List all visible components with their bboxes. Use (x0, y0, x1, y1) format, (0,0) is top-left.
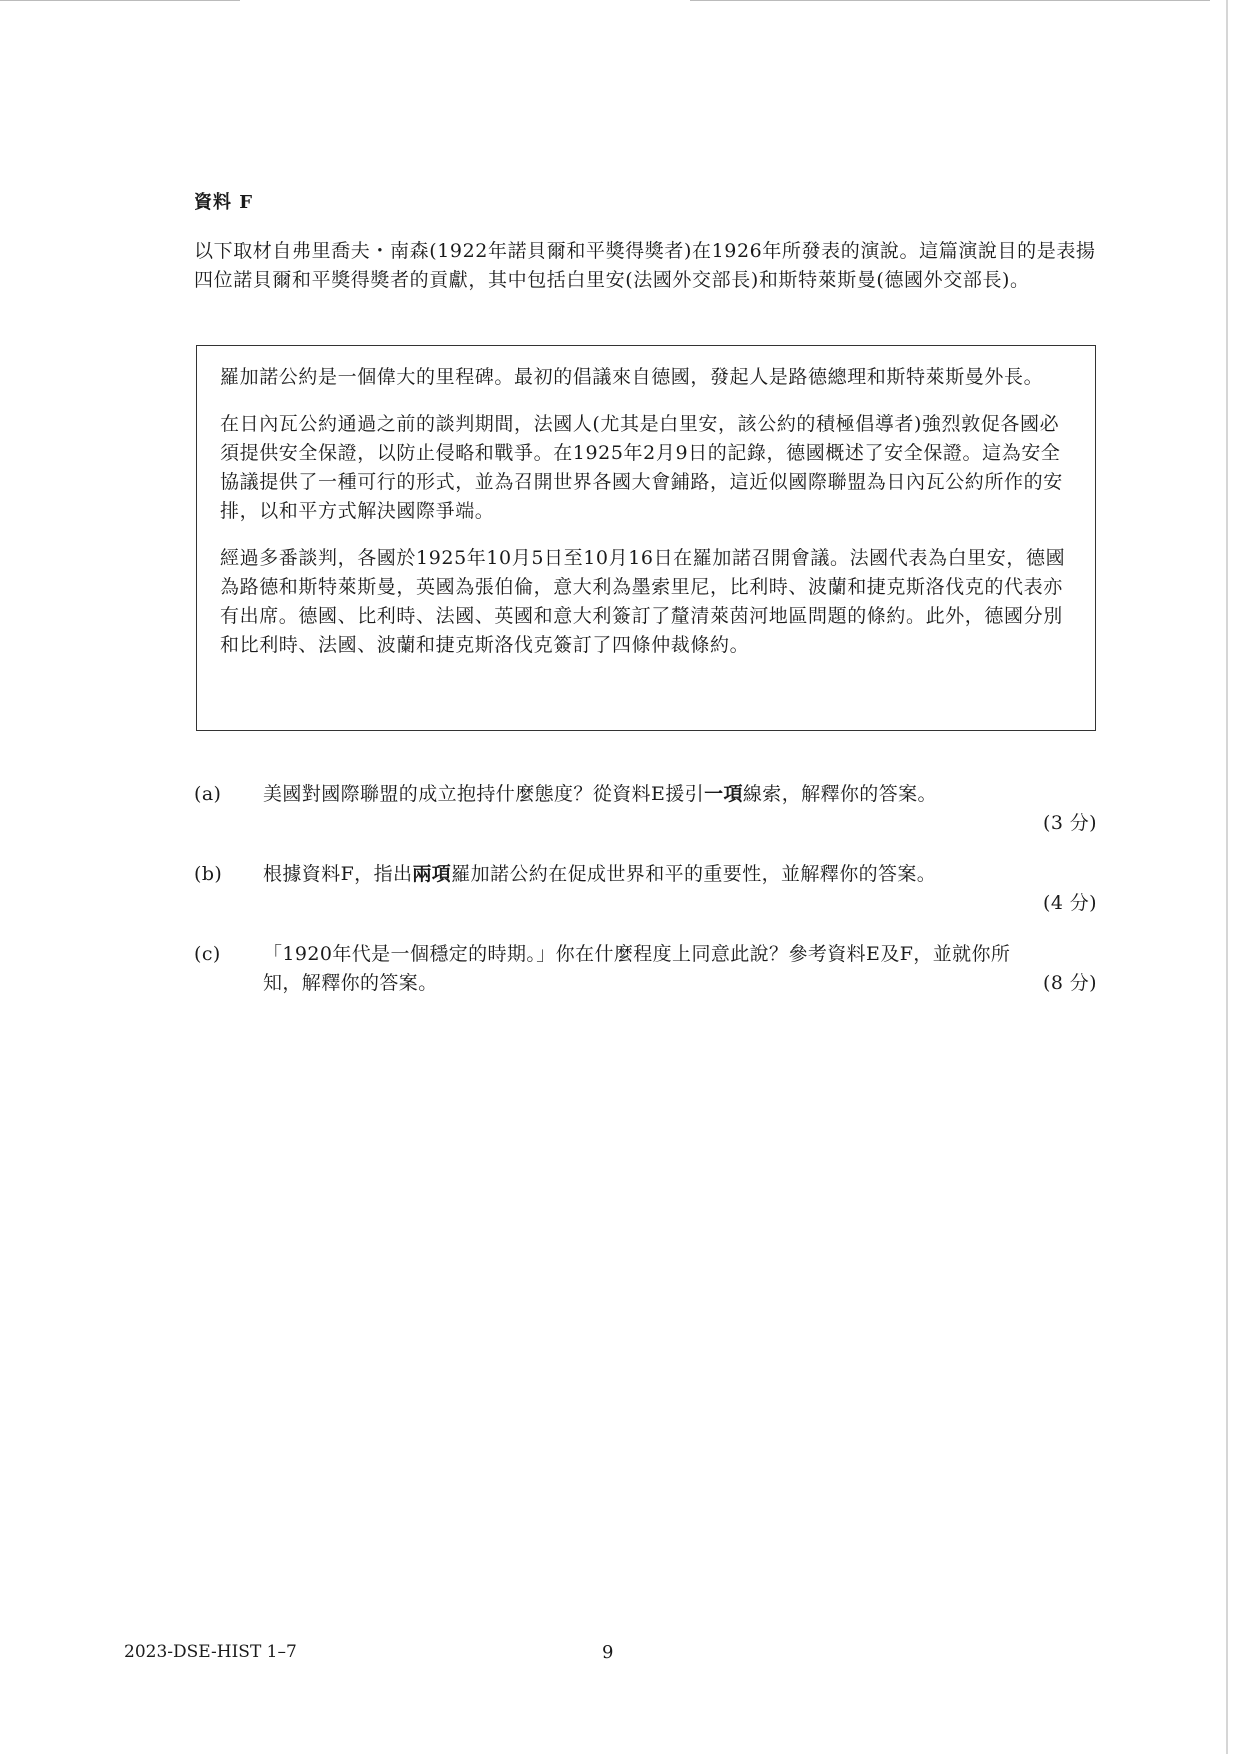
question-emphasis: 一項 (704, 783, 743, 805)
question-label: (b) (194, 863, 223, 885)
question-text: 根據資料F，指出兩項羅加諾公約在促成世界和平的重要性，並解釋你的答案。 (263, 863, 937, 885)
scan-edge-right (1226, 0, 1228, 1754)
page-number: 9 (602, 1642, 614, 1663)
question-emphasis: 兩項 (412, 863, 452, 885)
paper-code: 2023-DSE-HIST 1–7 (124, 1642, 297, 1662)
scan-edge-top-right (690, 0, 1210, 1)
question-marks: (8 分) (1043, 972, 1097, 994)
question-marks: (3 分) (1043, 812, 1097, 834)
question-label: (c) (194, 943, 221, 965)
source-paragraph: 在日內瓦公約通過之前的談判期間，法國人(尤其是白里安，該公約的積極倡導者)強烈敦促各國必須提供安全保證，以防止侵略和戰爭。在1925年2月9日的記錄，德國概述了安全保證。這為安全協議提供了一種可行的形式，並為召開世界各國大會鋪路，這近似國際聯盟為日內瓦公約所作的安排，以和平方式解決國際爭端。 (220, 413, 1063, 522)
source-excerpt-box (196, 345, 1096, 731)
source-heading: 資料 F (194, 192, 254, 213)
source-intro: 以下取材自弗里喬夫・南森(1922年諾貝爾和平獎得獎者)在1926年所發表的演說。這篇演說目的是表揚四位諾貝爾和平獎得獎者的貢獻，其中包括白里安(法國外交部長)和斯特萊斯曼(德國外交部長)。 (194, 240, 1096, 291)
question-text: 「1920年代是一個穩定的時期。」你在什麼程度上同意此說？參考資料E及F，並就你所知，解釋你的答案。 (263, 943, 1011, 994)
question-text: 美國對國際聯盟的成立抱持什麼態度？從資料E援引一項線索，解釋你的答案。 (263, 783, 937, 805)
question-label: (a) (194, 783, 222, 805)
question-marks: (4 分) (1043, 892, 1097, 914)
source-paragraph: 羅加諾公約是一個偉大的里程碑。最初的倡議來自德國，發起人是路德總理和斯特萊斯曼外長。 (220, 366, 1044, 388)
scan-edge-top-left (0, 0, 240, 1)
source-paragraph: 經過多番談判，各國於1925年10月5日至10月16日在羅加諾召開會議。法國代表為白里安，德國為路德和斯特萊斯曼，英國為張伯倫，意大利為墨索里尼，比利時、波蘭和捷克斯洛伐克的代表亦有出席。德國、比利時、法國、英國和意大利簽訂了釐清萊茵河地區問題的條約。此外，德國分別和比利時、法國、波蘭和捷克斯洛伐克簽訂了四條仲裁條約。 (220, 547, 1066, 656)
